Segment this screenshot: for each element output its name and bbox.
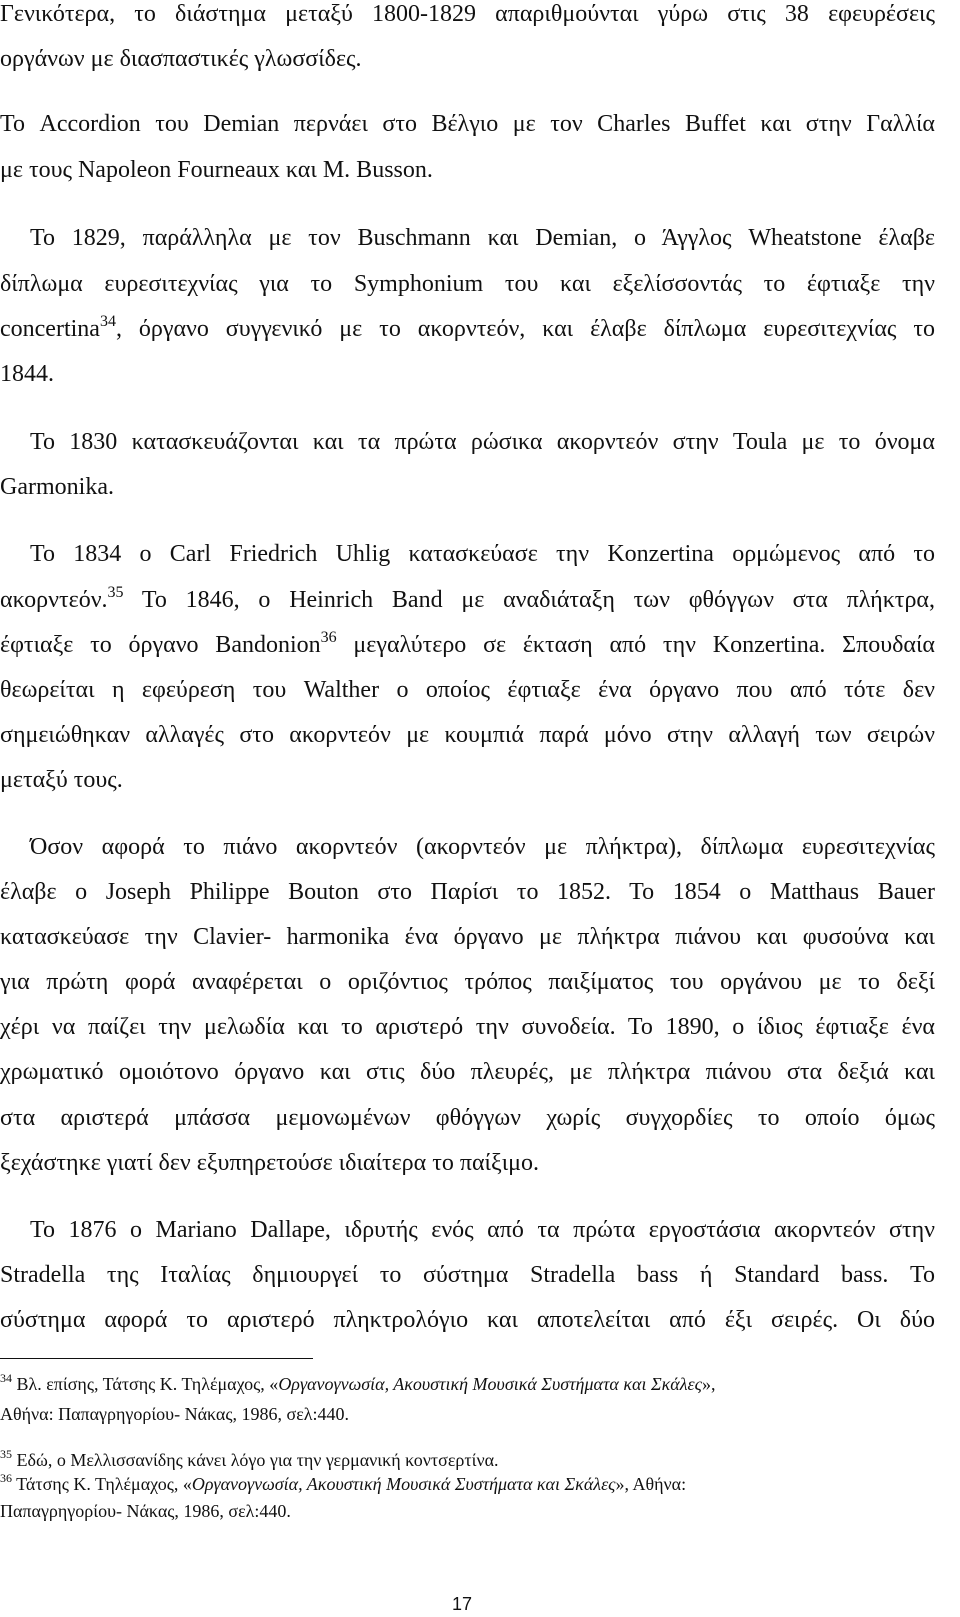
body-line: σύστημα αφορά το αριστερό πληκτρολόγιο και αποτελείται από έξι σειρές. Οι δύο (0, 1307, 935, 1333)
footnote-35 (0, 1447, 935, 1470)
body-line: Το 1829, παράλληλα με τον Buschmann και Demian, ο Άγγλος Wheatstone έλαβε (30, 225, 935, 251)
body-line: Το Accordion του Demian περνάει στο Βέλγιο με τον Charles Buffet και στην Γαλλία (0, 111, 935, 137)
body-line: Το 1830 κατασκευάζονται και τα πρώτα ρώσικα ακορντεόν στην Toula με το όνομα (30, 429, 935, 455)
footnote-book-title: Οργανογνωσία, Ακουστική Μουσικά Συστήματα και Σκάλες (191, 1474, 616, 1494)
body-line: θεωρείται η εφεύρεση του Walther ο οποίος έφτιαξε ένα όργανο που από τότε δεν (0, 677, 935, 703)
body-line: δίπλωμα ευρεσιτεχνίας για το Symphonium του και εξελίσσοντάς το έφτιαξε την (0, 271, 935, 297)
footnote-number: 34 (0, 1371, 12, 1385)
body-line: κατασκεύασε την Clavier- harmonika ένα όργανο με πλήκτρα πιάνου και φυσούνα και (0, 924, 935, 950)
footnote-text: Εδώ, ο Μελλισσανίδης κάνει λόγο για την γερμανική κοντσερτίνα. (12, 1450, 499, 1470)
body-line: χέρι να παίζει την μελωδία και το αριστερό την συνοδεία. Το 1890, ο ίδιος έφτιαξε ένα (0, 1014, 935, 1040)
body-line: χρωματικό ομοιότονο όργανο και στις δύο πλευρές, με πλήκτρα πιάνου στα δεξιά και (0, 1059, 935, 1085)
footnote-34 (0, 1371, 935, 1394)
footnote-36-line2: Παπαγρηγορίου- Νάκας, 1986, σελ:440. (0, 1501, 291, 1521)
footnote-text: Τάτσης Κ. Τηλέμαχος, « (12, 1474, 192, 1494)
body-line: σημειώθηκαν αλλαγές στο ακορντεόν με κουμπιά παρά μόνο στην αλλαγή των σειρών (0, 722, 935, 748)
body-line: έλαβε ο Joseph Philippe Bouton στο Παρίσι το 1852. Το 1854 ο Matthaus Bauer (0, 879, 935, 905)
body-line: Όσον αφορά το πιάνο ακορντεόν (ακορντεόν με πλήκτρα), δίπλωμα ευρεσιτεχνίας (30, 834, 935, 860)
page-number: 17 (452, 1594, 473, 1614)
body-line (0, 584, 935, 613)
footnote-ref-35[interactable]: 35 (107, 584, 124, 601)
body-text: concertina (0, 316, 100, 342)
footnote-separator (0, 1358, 313, 1359)
body-text: μεγαλύτερο σε έκταση από την Konzertina. Σπουδαία (336, 632, 935, 658)
body-line: για πρώτη φορά αναφέρεται ο οριζόντιος τρόπος παιξίματος του οργάνου με το δεξί (0, 969, 935, 995)
body-text: , όργανο συγγενικό με το ακορντεόν, και έλαβε δίπλωμα ευρεσιτεχνίας το (115, 316, 935, 342)
body-line: οργάνων με διασπαστικές γλωσσίδες. (0, 46, 362, 72)
body-line: με τους Napoleon Fourneaux και M. Busson. (0, 157, 433, 183)
body-line: Garmonika. (0, 474, 114, 500)
footnote-34-line2: Αθήνα: Παπαγρηγορίου- Νάκας, 1986, σελ:440. (0, 1404, 349, 1424)
body-text: Το 1846, ο Heinrich Band με αναδιάταξη των φθόγγων στα πλήκτρα, (123, 587, 935, 613)
body-line: Stradella της Ιταλίας δημιουργεί το σύστημα Stradella bass ή Standard bass. Το (0, 1262, 935, 1288)
body-line: Γενικότερα, το διάστημα μεταξύ 1800-1829 απαριθμούνται γύρω στις 38 εφευρέσεις (0, 1, 935, 27)
footnote-book-title: Οργανογνωσία, Ακουστική Μουσικά Συστήματα και Σκάλες (278, 1374, 702, 1394)
body-line: μεταξύ τους. (0, 767, 123, 793)
body-line: στα αριστερά μπάσσα μεμονωμένων φθόγγων χωρίς συγχορδίες το οποίο όμως (0, 1105, 935, 1131)
footnote-36 (0, 1471, 935, 1494)
body-text: έφτιαξε το όργανο Bandonion (0, 632, 321, 658)
footnote-number: 35 (0, 1447, 12, 1461)
body-line: ξεχάστηκε γιατί δεν εξυπηρετούσε ιδιαίτερα το παίξιμο. (0, 1150, 540, 1176)
body-line (0, 313, 935, 342)
footnote-text: Βλ. επίσης, Τάτσης Κ. Τηλέμαχος, « (12, 1374, 279, 1394)
body-line (0, 629, 935, 658)
body-line: Το 1876 ο Mariano Dallape, ιδρυτής ενός από τα πρώτα εργοστάσια ακορντεόν στην (30, 1217, 935, 1243)
footnote-text: », (701, 1374, 716, 1394)
footnote-number: 36 (0, 1471, 12, 1485)
body-line: Το 1834 ο Carl Friedrich Uhlig κατασκεύασε την Konzertina ορμώμενος από το (30, 541, 935, 567)
body-text: ακορντεόν. (0, 587, 108, 613)
footnote-text: », Αθήνα: (615, 1474, 687, 1494)
body-line: 1844. (0, 361, 54, 387)
footnote-ref-34[interactable]: 34 (99, 313, 116, 330)
footnote-ref-36[interactable]: 36 (320, 629, 337, 646)
